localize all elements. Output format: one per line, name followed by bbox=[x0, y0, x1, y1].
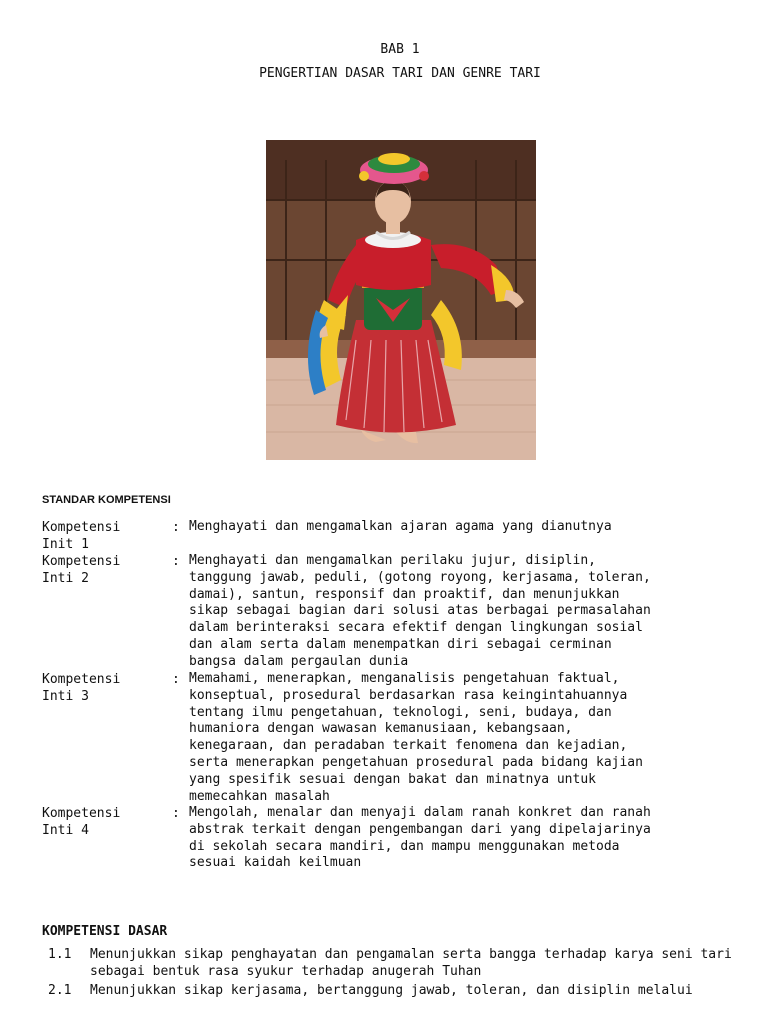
chapter-number: BAB 1 bbox=[380, 42, 420, 57]
ki-2-label-line2: Inti 2 bbox=[42, 571, 89, 586]
ki-4-text: Mengolah, menalar dan menyaji dalam ranah konkret dan ranah abstrak terkait dengan pengembangan dari yang dipelajarinya di sekolah secara mandiri, dan mampu menggunakan metoda sesuai kaidah keilmuan bbox=[189, 805, 651, 871]
ki-1-label-line1: Kompetensi bbox=[42, 520, 121, 535]
standar-kompetensi-heading: STANDAR KOMPETENSI bbox=[42, 494, 171, 506]
ki-1-text: Menghayati dan mengamalkan ajaran agama yang dianutnya bbox=[189, 519, 612, 534]
ki-4-label bbox=[42, 805, 120, 839]
ki-3-colon: : bbox=[172, 672, 180, 687]
dancer-photo bbox=[266, 140, 536, 460]
ki-1-label bbox=[42, 519, 120, 553]
ki-4-label-line2: Inti 4 bbox=[42, 823, 89, 838]
ki-3-label-line2: Inti 3 bbox=[42, 689, 89, 704]
ki-3-label bbox=[42, 671, 120, 705]
ki-2-text: Menghayati dan mengamalkan perilaku jujur, disiplin, tanggung jawab, peduli, (gotong royong, kerjasama, toleran, damai), santun, responsif dan proaktif, dan menunjukkan sikap sebagai bagian dari solusi atas berbagai permasalahan dalam berinteraksi secara efektif dengan lingkungan sosial dan alam serta dalam menempatkan diri sebagai cerminan bangsa dalam pergaulan dunia bbox=[189, 553, 651, 669]
kd-2-text: Menunjukkan sikap kerjasama, bertanggung jawab, toleran, dan disiplin melalui bbox=[90, 983, 693, 998]
ki-4-label-line1: Kompetensi bbox=[42, 806, 121, 821]
chapter-title: PENGERTIAN DASAR TARI DAN GENRE TARI bbox=[259, 66, 541, 81]
kompetensi-dasar-heading: KOMPETENSI DASAR bbox=[42, 924, 168, 939]
kd-1-number: 1.1 bbox=[48, 947, 72, 962]
ki-2-label-line1: Kompetensi bbox=[42, 554, 121, 569]
kd-1-text: Menunjukkan sikap penghayatan dan pengamalan serta bangga terhadap karya seni tari sebagai bentuk rasa syukur terhadap anugerah Tuhan bbox=[90, 947, 732, 979]
ki-1-label-line2: Init 1 bbox=[42, 537, 89, 552]
ki-3-text: Memahami, menerapkan, menganalisis pengetahuan faktual, konseptual, prosedural berdasarkan rasa keingintahuannya tentang ilmu pengetahuan, teknologi, seni, budaya, dan humaniora dengan wawasan kemanusiaan, kebangsaan, kenegaraan, dan peradaban terkait fenomena dan kejadian, serta menerapkan pengetahuan prosedural pada bidang kajian yang spesifik sesuai dengan bakat dan minatnya untuk memecahkan masalah bbox=[189, 671, 643, 804]
ki-4-colon: : bbox=[172, 806, 180, 821]
ki-2-label bbox=[42, 553, 120, 587]
ki-2-colon: : bbox=[172, 554, 180, 569]
ki-1-colon: : bbox=[172, 520, 180, 535]
ki-3-label-line1: Kompetensi bbox=[42, 672, 121, 687]
kd-2-number: 2.1 bbox=[48, 983, 72, 998]
